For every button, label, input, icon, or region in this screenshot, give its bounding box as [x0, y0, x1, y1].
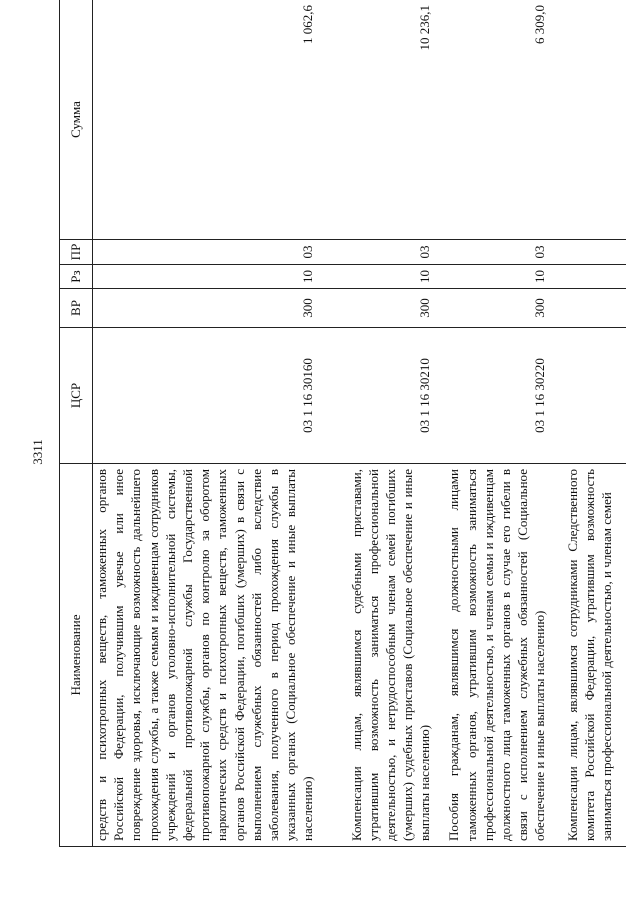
row-rz: 10 — [445, 265, 560, 289]
row-pr: 03 — [328, 240, 445, 265]
table-sheet — [59, 0, 619, 847]
table-row — [93, 0, 328, 847]
row-csr: 03 1 16 30220 — [445, 328, 560, 464]
header-rz: Рз — [60, 265, 93, 289]
table-row — [560, 0, 627, 847]
row-sum — [560, 0, 627, 240]
row-sum: 6 309,0 — [445, 0, 560, 240]
row-rz — [560, 265, 627, 289]
row-name: Компенсации лицам, являвшимся сотрудниками Следственного комитета Российской Федерации, утратившим возможность заниматься профессиональной деятельностью, и членам семей — [560, 464, 627, 847]
row-rz: 10 — [93, 265, 328, 289]
page-number-text: 3311 — [30, 439, 45, 465]
row-sum: 1 062,6 — [93, 0, 328, 240]
row-sum: 10 236,1 — [328, 0, 445, 240]
row-name: Компенсации лицам, являвшимся судебными приставами, утратившим возможность заниматься профессиональной деятельностью, и нетрудоспособным членам семей погибших (умерших) судебных приставов (Социальное обеспечение и иные выплаты населению) — [328, 464, 445, 847]
page-number — [28, 432, 48, 472]
header-vr: ВР — [60, 289, 93, 328]
header-sum: Сумма — [60, 0, 93, 240]
header-pr: ПР — [60, 240, 93, 265]
budget-table — [59, 0, 626, 847]
row-csr — [560, 328, 627, 464]
row-vr: 300 — [328, 289, 445, 328]
row-rz: 10 — [328, 265, 445, 289]
row-pr: 03 — [445, 240, 560, 265]
table-row — [445, 0, 560, 847]
row-csr: 03 1 16 30160 — [93, 328, 328, 464]
row-pr: 03 — [93, 240, 328, 265]
table-header-row — [60, 0, 93, 847]
header-csr: ЦСР — [60, 328, 93, 464]
row-name: средств и психотропных веществ, таможенных органов Российской Федерации, получившим увечье или иное повреждение здоровья, исключающие возможность дальнейшего прохождения службы, а также семьям и иждивенцам сотрудников учреждений и органов уголовно-исполнительной системы, федеральной противопожарной службы Государственной противопожарной службы, органов по контролю за оборотом наркотических средств и психотропных веществ, таможенных органов Российской Федерации, погибших (умерших) в связи с выполнением служебных обязанностей либо вследствие заболевания, полученного в период прохождения службы в указанных органах (Социальное обеспечение и иные выплаты населению) — [93, 464, 328, 847]
row-vr: 300 — [445, 289, 560, 328]
header-name: Наименование — [60, 464, 93, 847]
table-row — [328, 0, 445, 847]
row-vr — [560, 289, 627, 328]
row-pr — [560, 240, 627, 265]
row-csr: 03 1 16 30210 — [328, 328, 445, 464]
row-name: Пособия гражданам, являвшимся должностными лицами таможенных органов, утратившим возможность заниматься профессиональной деятельностью, и членам семьи и иждивенцам должностного лица таможенных органов в случае его гибели в связи с исполнением служебных обязанностей (Социальное обеспечение и иные выплаты населению) — [445, 464, 560, 847]
row-vr: 300 — [93, 289, 328, 328]
